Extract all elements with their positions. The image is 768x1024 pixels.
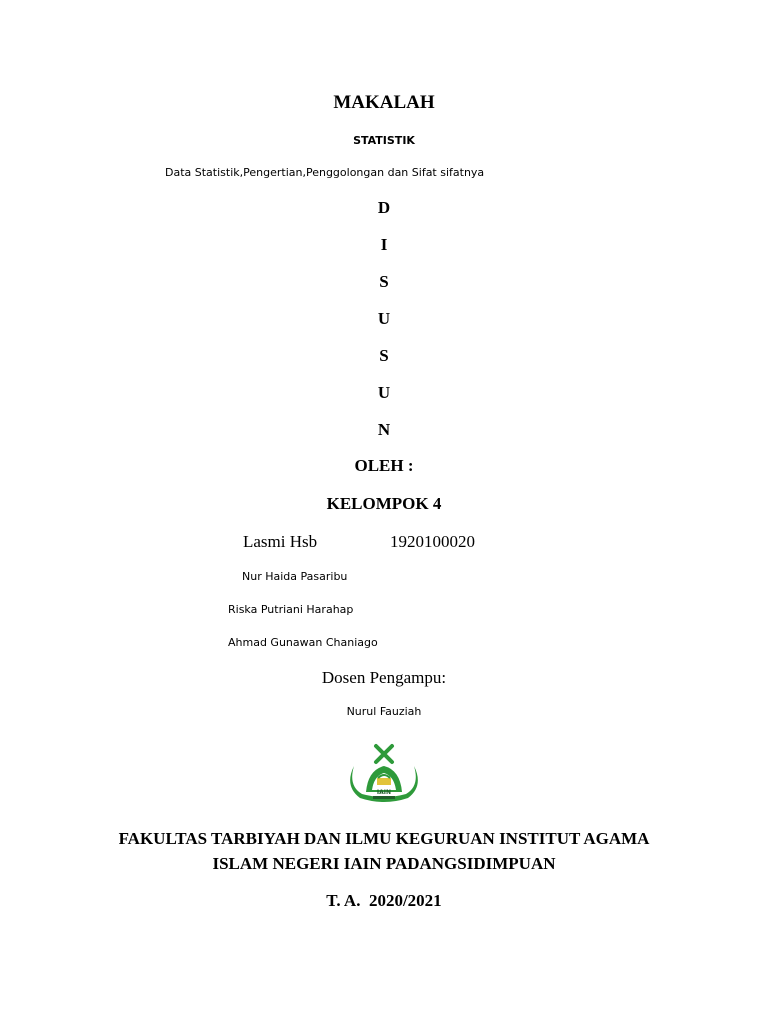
logo-text: IAIN <box>376 789 392 796</box>
document-title: MAKALAH <box>333 92 435 113</box>
member-name: Lasmi Hsb <box>243 532 318 551</box>
member-name: Riska Putriani Harahap <box>228 603 354 616</box>
disusun-letter: S <box>379 346 389 365</box>
disusun-letter: N <box>377 420 391 439</box>
group-label: KELOMPOK 4 <box>326 494 442 513</box>
lecturer-name: Nurul Fauziah <box>346 705 422 718</box>
institution-line2: ISLAM NEGERI IAIN PADANGSIDIMPUAN <box>212 854 556 873</box>
subject-label: STATISTIK <box>353 134 415 147</box>
member-name: Nur Haida Pasaribu <box>242 570 348 583</box>
member-name: Ahmad Gunawan Chaniago <box>228 636 378 649</box>
disusun-letter: I <box>380 235 388 254</box>
disusun-letter: D <box>377 198 391 217</box>
topic-text: Data Statistik,Pengertian,Penggolongan dan Sifat sifatnya <box>165 166 485 179</box>
academic-year: T. A. 2020/2021 <box>326 891 442 910</box>
disusun-letter: S <box>379 272 389 291</box>
disusun-letter: U <box>377 383 391 402</box>
oleh-label: OLEH : <box>354 456 414 475</box>
iain-logo-icon <box>340 742 428 806</box>
disusun-letter: U <box>377 309 391 328</box>
member-nim: 1920100020 <box>390 532 475 551</box>
institution-line1: FAKULTAS TARBIYAH DAN ILMU KEGURUAN INSTITUT AGAMA <box>118 829 650 848</box>
lecturer-label: Dosen Pengampu: <box>321 668 447 687</box>
